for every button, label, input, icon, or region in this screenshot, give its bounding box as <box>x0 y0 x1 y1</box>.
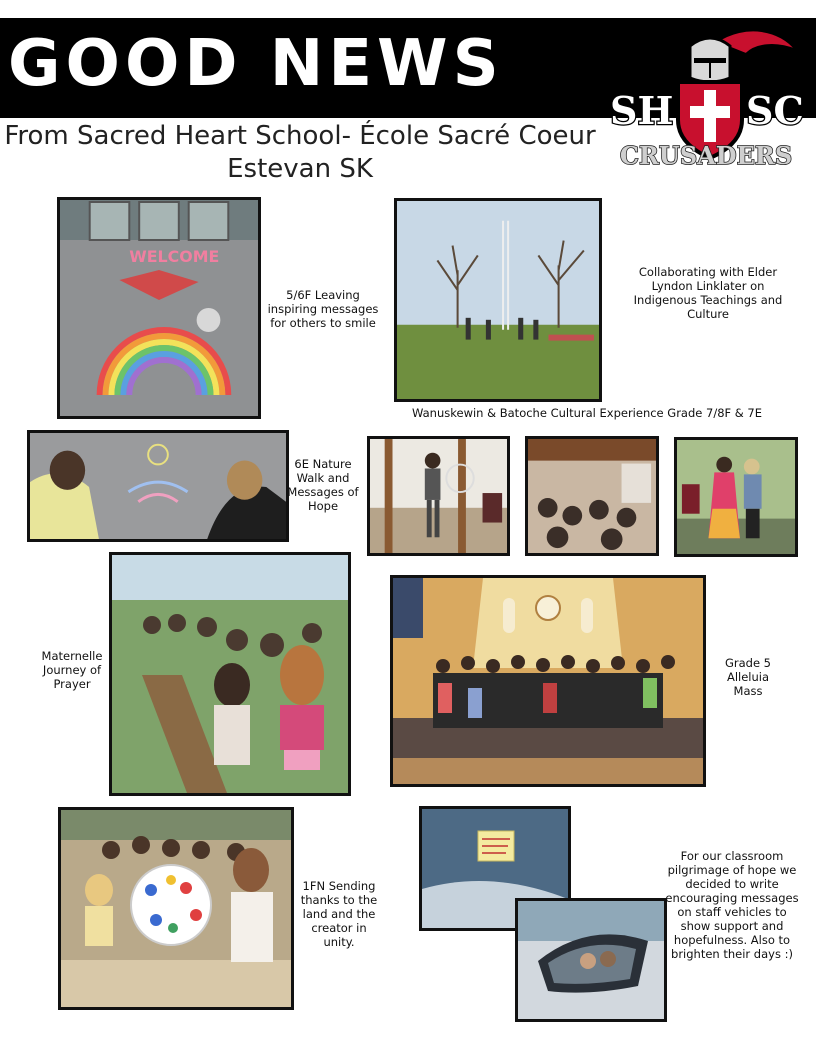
caption-pilgrimage: For our classroom pilgrimage of hope we decided to write encouraging messages on staff vehicles to show support and hopefulness. Also to brighten their days :) <box>665 849 799 961</box>
photo-car-mirror <box>515 898 667 1022</box>
school-name-line1: From Sacred Heart School- École Sacré Coeur <box>4 121 596 151</box>
logo-letters-left: SH <box>610 88 674 133</box>
photo-grade5-church <box>390 575 706 787</box>
photo-girls-chalk <box>27 430 289 542</box>
caption-grade5: Grade 5 Alleluia Mass <box>724 656 772 698</box>
photo-elder-field <box>394 198 602 402</box>
logo-letters-right: SC <box>746 88 804 133</box>
logo-name: CRUSADERS <box>619 141 793 170</box>
crusaders-logo <box>606 20 806 170</box>
photo-maternelle-prayer <box>109 552 351 796</box>
caption-thanks: 1FN Sending thanks to the land and the creator in unity. <box>300 879 378 949</box>
photo-1fn-thanks <box>58 807 294 1010</box>
photo-students-indoors <box>525 436 659 556</box>
caption-nature: 6E Nature Walk and Messages of Hope <box>287 457 359 513</box>
photo-hoop-dancer <box>367 436 510 556</box>
caption-elder: Collaborating with Elder Lyndon Linklater on Indigenous Teachings and Culture <box>633 265 783 321</box>
photo-two-women <box>674 437 798 557</box>
caption-wanuskewin: Wanuskewin & Batoche Cultural Experience Grade 7/8F & 7E <box>412 406 762 420</box>
school-name-line2: Estevan SK <box>227 154 373 184</box>
caption-maternelle: Maternelle Journey of Prayer <box>41 649 103 691</box>
school-name <box>0 120 600 186</box>
newsletter-title: GOOD NEWS <box>8 27 504 101</box>
chalk-welcome-text: WELCOME <box>129 246 220 267</box>
caption-chalk: 5/6F Leaving inspiring messages for others to smile <box>267 288 379 330</box>
photo-chalk-welcome <box>57 197 261 419</box>
